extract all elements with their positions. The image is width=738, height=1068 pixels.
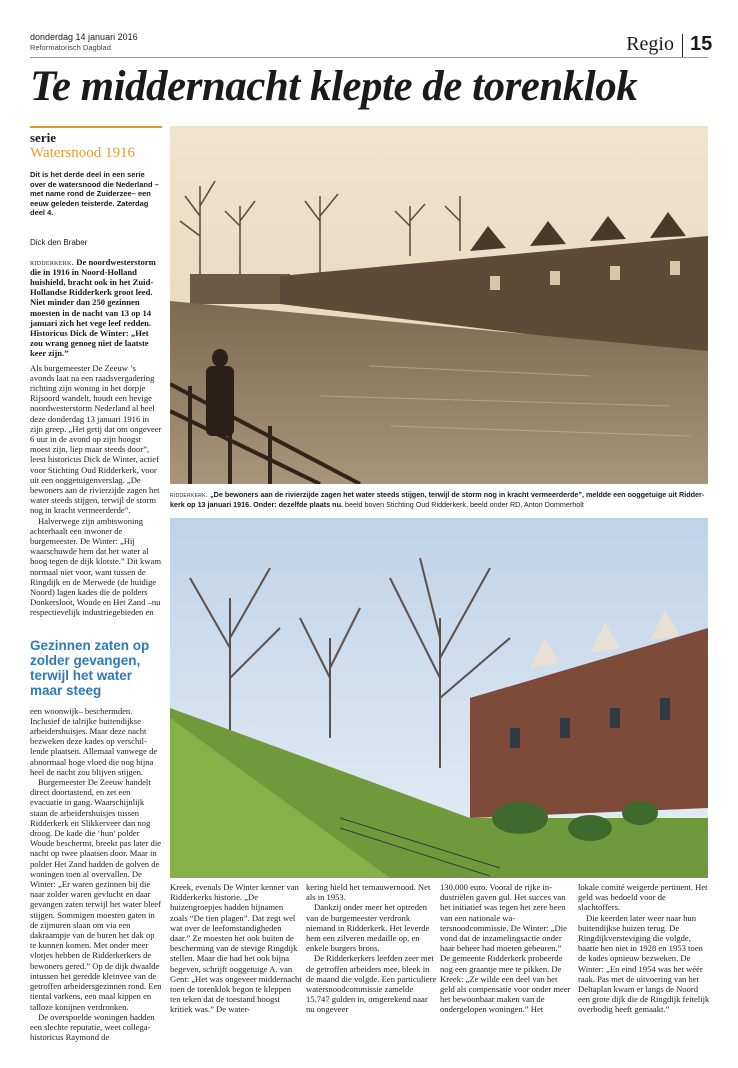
photo-credit: beeld boven Stichting Oud Ridderkerk, beeld onder RD, Anton Dommerholt [342,499,584,509]
byline: Dick den Braber [30,237,88,247]
intro-dateline: ridderkerk. [30,256,75,267]
caption-text: „De bewoners aan de rivierzijde zagen het water steeds stijgen, terwijl de storm nog in kracht vermeerderde”, meldde een ooggetuige uit Ridderkerk op 13 januari 1916. Onder: dezelfde plaats nu. [170,490,705,509]
body-column-2 [170,882,302,1015]
body-paragraph: Die keerden later weer naar hun buitendijkse huizen terug. De Ringdijkversteviging die volgde, baatte hen niet in 1928 en 1953 toen de kades opnieuw bezweken. De Winter: „En eind 1954 was het wéér raak. Pas met de uitvoering van het Deltaplan kwam er langs de Noord een grote dijk die de Ringdijk feitelijk overbodig heeft gemaakt.” [578,912,710,1015]
caption-dateline: ridderkerk. [170,490,209,499]
body-paragraph: Halverwege zijn ambtswoning achterhaalt een inwoner de burgemeester. De Winter: „Hij waarschuwde hem dat het water al hoog tegen de dijk klotste.” Dit kwam normaal niet voor, want tussen de Ringdijk en de Merwede (de huidige Noord) lagen kades die de polders Donkersloot, Woude en Het Zand –nu respectievelijk industriegebieden en [30,515,162,618]
body-column-1b [30,706,162,1043]
body-paragraph: Dankzij onder meer het optreden van de burgemeester verdronk niemand in Ridderkerk. Het leverde hem een zilveren medaille op, en enkele burgers brons. [306,902,430,954]
body-paragraph: De Ridderkerkers leefden zeer met de getroffen arbeiders mee, bleek in de maand die volgde. Een particuliere watersnoodcommissie zamelde 15.747 gulden in, omgerekend naar nu ongeveer [306,953,437,1015]
serie-description: Dit is het derde deel in een serie over de watersnood die Nederland –met name rond de Zuiderzee– een eeuw geleden teisterde. Zaterdag deel 4. [30,170,159,217]
article-intro [30,257,162,359]
present-day-photo [170,518,708,878]
body-paragraph: Als burgemeester De Zeeuw ’s avonds laat na een raadsvergadering richting zijn woning in het dorpje Rijsoord wandelt, houdt een hevige noordwesterstorm Nederland al heel deze donderdag 13 januari 1916 in zijn greep. „Het getij dat om ongeveer 6 uur in de avond op zijn hoogst moest zijn, liep maar steeds door”, leest historicus Dick de Winter, actief voor Stichting Oud Ridderkerk, voor uit een ooggetuigenverslag. „De bewoners aan de rivierzijde zagen het water steeds stijgen, terwijl de storm nog in kracht vermeerderde”. [30,362,162,516]
body-paragraph: 130.000 euro. Vooral de rijke industriëlen gaven gul. Het succes van het initiatief was tegen het zere been van een nationale watersnoodcommissie. De Winter: „Die vond dat de inzamelingsactie onder haar beheer had moeten gebeuren.” De gemeente Ridderkerk probeerde nog een graantje mee te pikken. De Kreek: „Ze wilde een deel van het geld als compensatie voor onder meer het bewoonbaar maken van de ondergelopen woningen.” Het [440,882,571,1015]
body-column-5 [578,882,710,1015]
top-rule [30,57,708,58]
body-paragraph: Burgemeester De Zeeuw handelt direct doortastend, en zet een evacuatie in gang. Waarschijnlijk staan de arbeidershuisjes tussen Ridderkerk en Slikkerveer dan nog droog. De kade die ‘hun’ polder Woude beschermt, breekt pas later die nacht op twee plaatsen door. Maar in polder Het Zand hadden de golven de woningen toen al overvallen. De Winter: „Er waren gezinnen bij die naar zolder waren gevlucht en daar gevangen zaten terwijl het water bleef stijgen. Sommigen moesten gaten in de zijmuren slaan om via een dakraampje van de buren het dak op te kunnen komen. Met onder meer vlotjes hebben de Ridderkerkers de bewoners gered.” Op de dijk dwaalde intussen het geredde kleinvee van de getroffen arbeidersgezinnen rond. Een tiental varkens, een maal kippen en talloze konijnen verdronken. [30,777,162,1012]
left-column [30,126,162,1042]
body-column-3 [306,882,438,1015]
section-divider [682,34,683,58]
article-headline: Te middernacht klepte de torenklok [30,63,638,110]
intro-text: De noordwesterstorm die in 1916 in Noord-Holland huishield, bracht ook in het Zuid-Hollandse Ridderkerk groot leed. Niet minder dan 250 gezinnen moesten in de nacht van 13 op 14 januari zich het vege leef redden. Historicus Dick de Winter: „Het zou wrang genoeg niet de laatste keer zijn.” [30,256,156,359]
serie-label: serie [30,130,56,145]
historic-flood-photo [170,126,708,484]
section-name: Regio [626,33,674,55]
issue-date: donderdag 14 januari 2016 [30,32,138,42]
body-paragraph: Kreek, evenals De Winter kenner van Ridderkerks historie. „De huizengroepjes hadden bijnamen zoals “De tien plagen”. Dat zegt wel wat over de leefomstandigheden daar.” Ze moesten het ook buiten de bescherming van de stevige Ringdijk stellen. Maar die had het ook bijna begeven, schrijft ooggetuige A. van Gent: „Het was ongeveer middernacht toen de torenklok begon te kleppen ten teken dat de toestand hoogst kritiek was.” De water- [170,882,302,1015]
serie-title: Watersnood 1916 [30,145,136,161]
page-number: 15 [690,33,713,55]
body-paragraph: lokale comité weigerde pertinent. Het geld was bedoeld voor de slachtoffers. [578,882,708,913]
article-subhead: Gezinnen zaten op zolder gevangen, terwijl het water maar steeg [30,637,150,698]
body-paragraph: De overspoelde woningen hadden een slechte reputatie, weet collega-historicus Raymond de [30,1011,155,1043]
photo-caption [170,490,708,509]
body-paragraph: een woonwijk– beschermden. Inclusief de talrijke buitendijkse arbeidershuisjes. Maar deze nacht bezweken deze kades op verschillende plaatsen. Allemaal vanwege de abnormaal hoge vloed die nog bijna heel de nacht zou blijven stijgen. [30,705,158,777]
serie-rule [30,126,162,128]
newspaper-name: Reformatorisch Dagblad [30,43,111,52]
body-column-4 [440,882,572,1015]
body-column-1 [30,363,162,618]
body-paragraph: kering hield het ternauwernood. Net als in 1953. [306,882,431,903]
